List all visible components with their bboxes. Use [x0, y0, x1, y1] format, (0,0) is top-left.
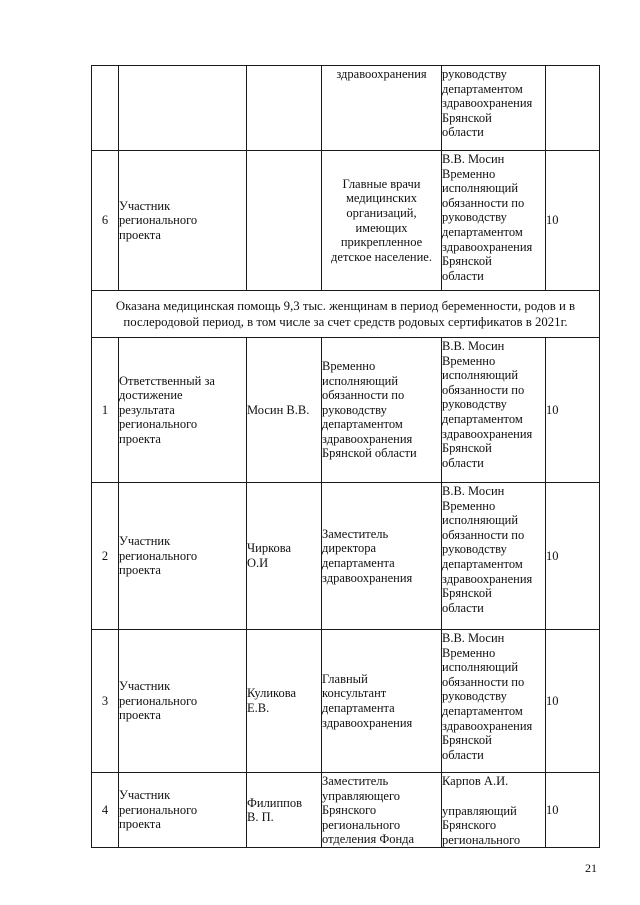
- row-number-cell: 4: [92, 773, 119, 848]
- responsible-name: Карпов А.И.: [442, 774, 509, 788]
- table-row: [92, 338, 600, 483]
- row-number-cell: 6: [92, 151, 119, 291]
- responsible-spacer: [442, 789, 545, 804]
- section-banner: Оказана медицинская помощь 9,3 тыс. женщинам в период беременности, родов и в послеродовой период, в том числе за счет средств родовых сертификатов в 2021г.: [92, 291, 600, 338]
- name-cell: [247, 66, 322, 151]
- section-banner-row: [92, 291, 600, 338]
- page-number: 21: [585, 861, 597, 875]
- row-number-cell: 2: [92, 483, 119, 630]
- name-cell: Чиркова О.И: [247, 483, 322, 630]
- score-cell: 10: [546, 483, 600, 630]
- role-cell: [119, 66, 247, 151]
- table-row: [92, 66, 600, 151]
- score-cell: [546, 66, 600, 151]
- position-cell: Заместитель управляющего Брянского регионального отделения Фонда: [322, 773, 442, 848]
- score-cell: 10: [546, 151, 600, 291]
- responsible-cell: В.В. Мосин Временно исполняющий обязанности по руководству департаментом здравоохранения Брянской области: [442, 483, 546, 630]
- table-row: [92, 483, 600, 630]
- score-cell: 10: [546, 338, 600, 483]
- row-number-cell: 3: [92, 630, 119, 773]
- responsible-cell: В.В. Мосин Временно исполняющий обязанности по руководству департаментом здравоохранения Брянской области: [442, 630, 546, 773]
- responsible-cell: [442, 773, 546, 848]
- position-cell: Временно исполняющий обязанности по руководству департаментом здравоохранения Брянской области: [322, 338, 442, 483]
- responsible-cell: руководству департаментом здравоохранения Брянской области: [442, 66, 546, 151]
- row-number-cell: 1: [92, 338, 119, 483]
- position-cell: Главный консультант департамента здравоохранения: [322, 630, 442, 773]
- name-cell: [247, 151, 322, 291]
- position-cell: здравоохранения: [322, 66, 442, 151]
- position-cell: Заместитель директора департамента здравоохранения: [322, 483, 442, 630]
- role-cell: Участник регионального проекта: [119, 630, 247, 773]
- responsible-title: управляющий Брянского регионального: [442, 803, 521, 847]
- role-cell: Участник регионального проекта: [119, 151, 247, 291]
- table-row: [92, 151, 600, 291]
- table-row: [92, 773, 600, 848]
- project-participants-table: [91, 65, 600, 848]
- name-cell: Мосин В.В.: [247, 338, 322, 483]
- table-row: [92, 630, 600, 773]
- responsible-cell: В.В. Мосин Временно исполняющий обязанности по руководству департаментом здравоохранения Брянской области: [442, 338, 546, 483]
- position-cell: Главные врачи медицинских организаций, имеющих прикрепленное детское население.: [322, 151, 442, 291]
- name-cell: Куликова Е.В.: [247, 630, 322, 773]
- role-cell: Участник регионального проекта: [119, 773, 247, 848]
- score-cell: 10: [546, 773, 600, 848]
- row-number-cell: [92, 66, 119, 151]
- role-cell: Участник регионального проекта: [119, 483, 247, 630]
- score-cell: 10: [546, 630, 600, 773]
- role-cell: Ответственный за достижение результата регионального проекта: [119, 338, 247, 483]
- name-cell: Филиппов В. П.: [247, 773, 322, 848]
- responsible-cell: В.В. Мосин Временно исполняющий обязанности по руководству департаментом здравоохранения Брянской области: [442, 151, 546, 291]
